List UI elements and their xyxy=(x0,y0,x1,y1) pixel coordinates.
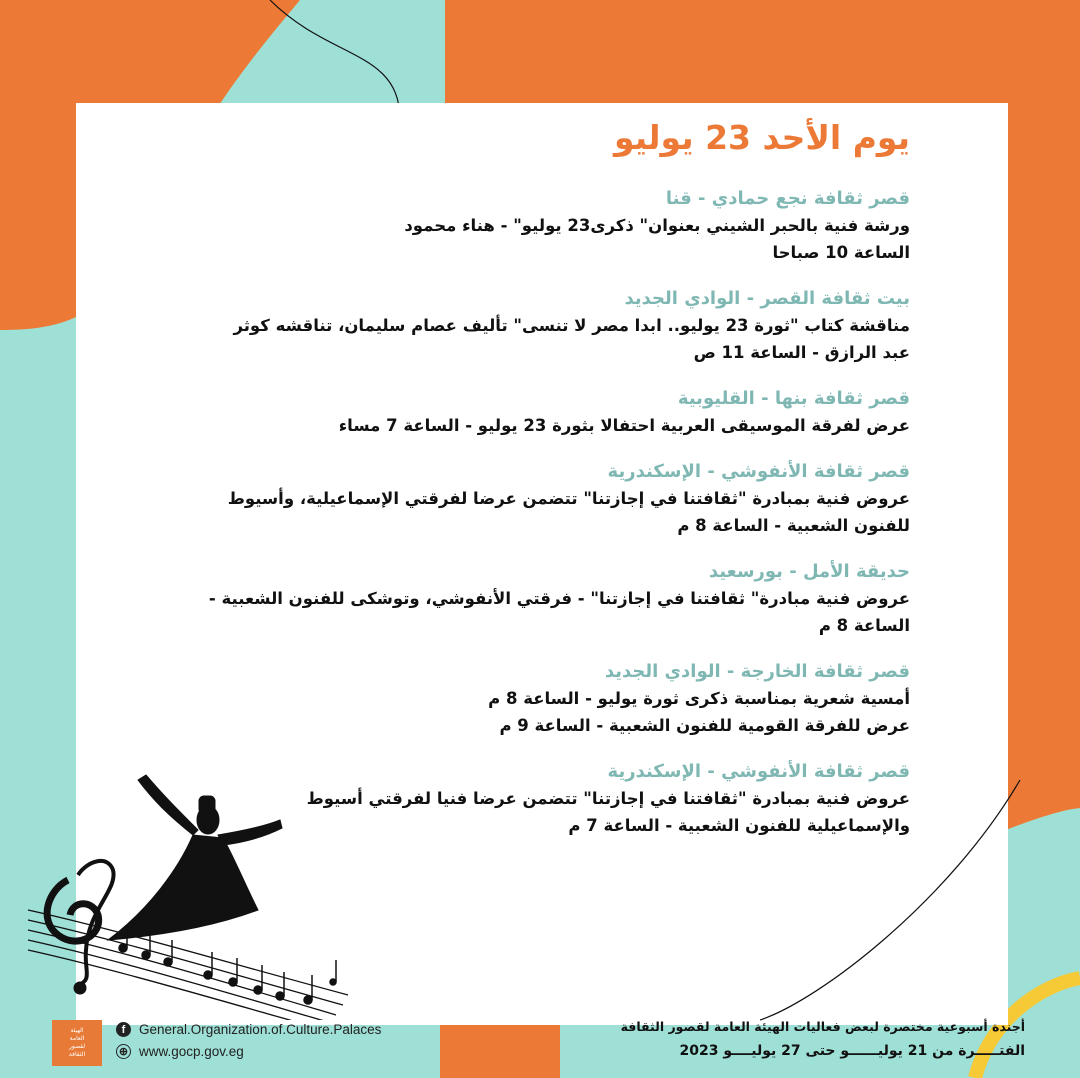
event-line: مناقشة كتاب "ثورة 23 يوليو.. ابدا مصر لا تنسى" تأليف عصام سليمان، تناقشه كوثر xyxy=(233,315,910,335)
event-line: الساعة 10 صباحا xyxy=(772,242,910,262)
event-line: والإسماعيلية للفنون الشعبية - الساعة 7 م xyxy=(568,815,910,835)
facebook-link[interactable] xyxy=(116,1022,381,1037)
website-url: www.gocp.gov.eg xyxy=(139,1044,244,1059)
event-line: عروض فنية مبادرة" ثقافتنا في إجازتنا" - فرقتي الأنفوشي، وتوشكى للفنون الشعبية - xyxy=(208,588,910,608)
event-item xyxy=(190,286,910,366)
event-venue: حديقة الأمل - بورسعيد xyxy=(708,560,910,582)
event-line: الساعة 8 م xyxy=(818,615,910,635)
event-venue: قصر ثقافة الأنفوشي - الإسكندرية xyxy=(607,460,910,482)
facebook-icon: f xyxy=(116,1022,131,1037)
event-item xyxy=(190,386,910,439)
logo-text: لقصور xyxy=(68,1043,86,1050)
event-line: عبد الرازق - الساعة 11 ص xyxy=(693,342,910,362)
event-line: عروض فنية بمبادرة "ثقافتنا في إجازتنا" تتضمن عرضا فنيا لفرقتي أسيوط xyxy=(306,788,910,808)
event-item xyxy=(190,459,910,539)
logo-text: العامة xyxy=(69,1035,85,1042)
logo-text: الهيئة xyxy=(70,1027,84,1034)
whirling-dancer-illustration xyxy=(18,760,378,1020)
day-title: يوم الأحد 23 يوليو xyxy=(613,118,910,157)
event-line: عروض فنية بمبادرة "ثقافتنا في إجازتنا" تتضمن عرضا لفرقتي الإسماعيلية، وأسيوط xyxy=(227,488,910,508)
agenda-line: أجندة أسبوعية مختصرة لبعض فعاليات الهيئة العامة لقصور الثقافة xyxy=(620,1019,1025,1034)
events-list xyxy=(190,118,910,859)
footer-contacts xyxy=(52,1016,412,1066)
event-venue: قصر ثقافة بنها - القليوبية xyxy=(677,387,910,409)
event-line: للفنون الشعبية - الساعة 8 م xyxy=(677,515,910,535)
event-line: عرض لفرقة الموسيقى العربية احتفالا بثورة 23 يوليو - الساعة 7 مساء xyxy=(338,415,910,435)
event-venue: قصر ثقافة نجع حمادي - قنا xyxy=(665,187,910,209)
logo-text: الثقافة xyxy=(68,1051,86,1058)
globe-icon: ⊕ xyxy=(116,1044,131,1059)
footer-agenda xyxy=(621,1014,1025,1064)
event-line: عرض للفرقة القومية للفنون الشعبية - الساعة 9 م xyxy=(499,715,910,735)
website-link[interactable] xyxy=(116,1044,244,1059)
event-line: أمسية شعرية بمناسبة ذكرى ثورة يوليو - الساعة 8 م xyxy=(488,688,910,708)
event-item xyxy=(190,186,910,266)
event-venue: بيت ثقافة القصر - الوادي الجديد xyxy=(624,287,910,309)
event-item xyxy=(190,559,910,639)
period-line: الفتـــــرة من 21 يوليــــــو حتى 27 يوليــــو 2023 xyxy=(679,1043,1025,1059)
event-venue: قصر ثقافة الخارجة - الوادي الجديد xyxy=(604,660,910,682)
facebook-handle: General.Organization.of.Culture.Palaces xyxy=(139,1022,382,1037)
event-item xyxy=(190,659,910,739)
event-line: ورشة فنية بالحبر الشيني بعنوان" ذكرى23 يوليو" - هناء محمود xyxy=(404,215,910,235)
gocp-logo xyxy=(52,1020,102,1066)
event-venue: قصر ثقافة الأنفوشي - الإسكندرية xyxy=(607,760,910,782)
